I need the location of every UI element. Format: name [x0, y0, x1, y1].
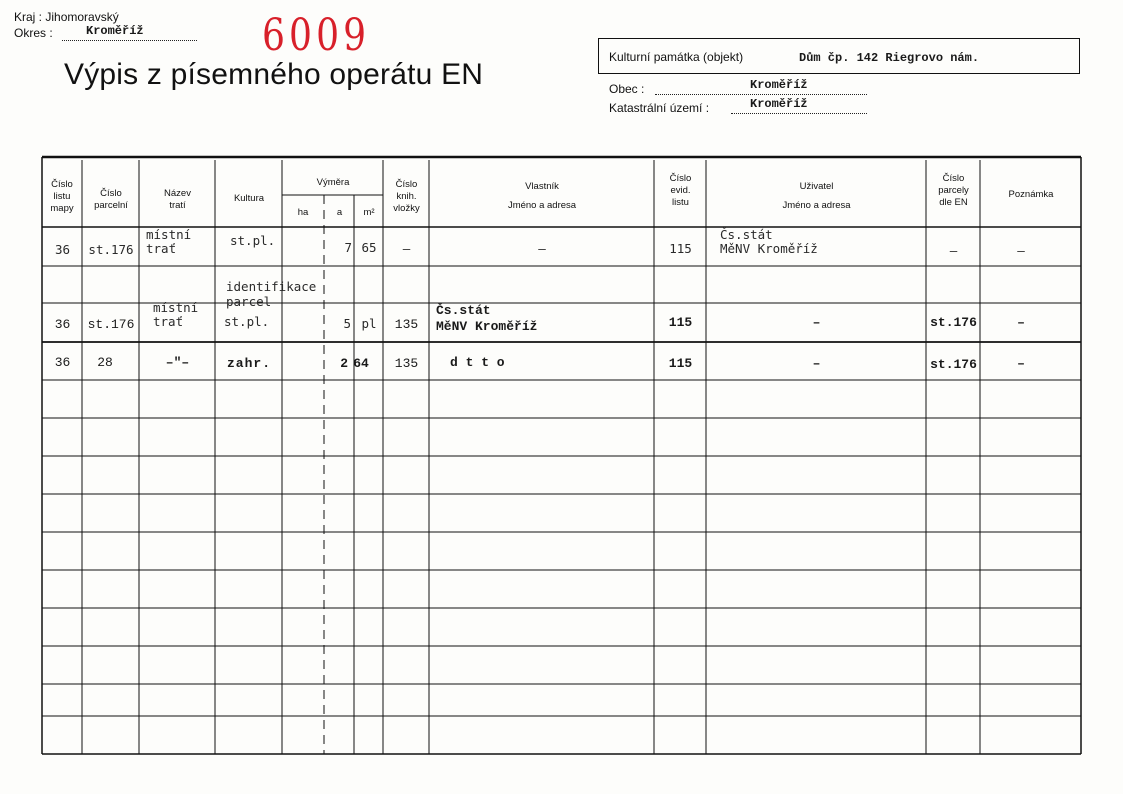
row2-a: 5: [343, 316, 351, 331]
row1-parcel: st.176: [88, 242, 134, 257]
row2-kultura: st.pl.: [224, 314, 270, 329]
row1-parcela-en: –: [949, 243, 958, 258]
header-ha: ha: [297, 207, 309, 218]
row3-m2: 64: [353, 356, 369, 371]
header-poznamka: Poznámka: [1008, 189, 1054, 200]
row2-parcel: st.176: [87, 317, 135, 332]
header-uzivatel: Uživatel Jméno a adresa: [782, 181, 851, 211]
row3-parcela-en: st.176: [930, 357, 977, 372]
row3-list: 36: [54, 355, 71, 370]
row1-m2: 65: [361, 240, 377, 255]
okres-value: Kroměříž: [86, 24, 144, 38]
monument-label: Kulturní památka (objekt): [609, 50, 744, 64]
header-cislo-evid: Číslo evid. listu: [669, 173, 692, 208]
row2-list: 36: [54, 317, 71, 332]
row2-uzivatel: –: [812, 315, 821, 330]
row1-evid: 115: [669, 241, 692, 256]
row1-uzivatel: Čs.stát MěNV Kroměříž: [720, 227, 818, 256]
row2-m2: pl: [361, 316, 377, 331]
page-title: Výpis z písemného operátu EN: [64, 58, 484, 91]
kraj-value: Jihomoravský: [45, 10, 119, 24]
okres-label: Okres :: [14, 26, 53, 40]
row3-a: 2: [340, 356, 348, 371]
kraj-label: Kraj :: [14, 10, 43, 24]
header-a: a: [336, 207, 343, 218]
header-vlastnik: Vlastník Jméno a adresa: [507, 181, 577, 211]
row1-a: 7: [344, 240, 352, 255]
stamp-number: 6009: [262, 10, 371, 61]
obec-value: Kroměříž: [750, 78, 808, 92]
header-cislo-parcelni: Číslo parcelní: [94, 188, 128, 211]
header-cislo-listu: Číslo listu mapy: [50, 179, 74, 214]
header-cislo-knih: Číslo knih. vložky: [393, 179, 420, 214]
header-cislo-parcely-en: Číslo parcely dle EN: [938, 173, 969, 208]
row1-kultura: st.pl.: [230, 233, 276, 248]
row1-poznamka: –: [1017, 243, 1025, 258]
obec-label: Obec :: [609, 82, 645, 96]
row1-list: 36: [54, 242, 71, 257]
row2-trat: místní trať: [153, 300, 199, 329]
row2-vlastnik: Čs.stát MěNV Kroměříž: [436, 303, 538, 334]
row3-vlastnik: d t t o: [450, 355, 505, 370]
monument-value: Dům čp. 142 Riegrovo nám.: [799, 51, 980, 65]
row2-knih: 135: [394, 317, 419, 332]
katastr-label: Katastrální území :: [609, 101, 710, 115]
row3-knih: 135: [394, 356, 419, 371]
row1-trat: místní trať: [146, 227, 192, 256]
row3-trat: –"–: [165, 355, 190, 370]
header-vymera: Výměra: [316, 177, 350, 188]
row2-evid: 115: [668, 315, 693, 330]
header-kultura: Kultura: [233, 193, 265, 204]
header-m2: m²: [363, 207, 375, 218]
identification-note: identifikace parcel: [226, 279, 317, 309]
katastr-value: Kroměříž: [750, 97, 808, 111]
header-nazev-trati: Název tratí: [164, 188, 191, 211]
row3-kultura: zahr.: [226, 356, 271, 371]
row2-parcela-en: st.176: [930, 315, 977, 330]
row1-vlastnik: –: [538, 241, 546, 256]
row3-parcel: 28: [97, 355, 113, 370]
row2-poznamka: –: [1017, 315, 1025, 330]
row3-uzivatel: –: [812, 356, 821, 371]
row3-poznamka: –: [1017, 356, 1025, 371]
row1-knih: –: [402, 241, 411, 256]
row3-evid: 115: [668, 356, 693, 371]
